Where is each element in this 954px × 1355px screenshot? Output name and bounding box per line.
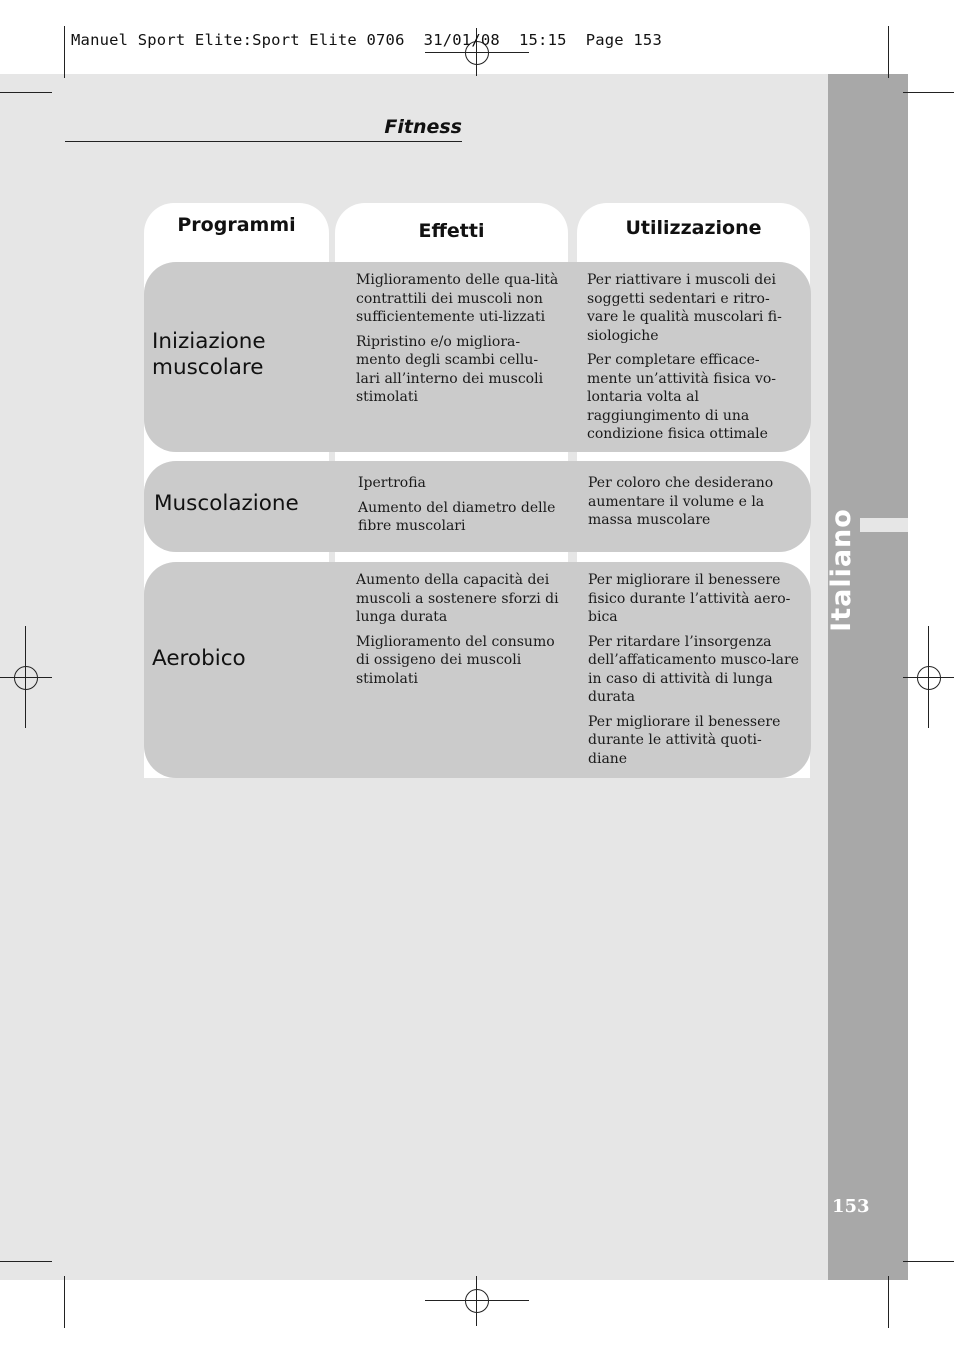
uses-cell: [588, 571, 800, 774]
header-effects: Effetti: [418, 220, 485, 242]
page-number: 153: [832, 1196, 870, 1217]
effect-text: Aumento della capacità dei muscoli a sostenere sforzi di lunga durata: [356, 572, 559, 625]
crop-mark: [64, 26, 65, 78]
use-text: Per migliorare il benessere fisico durante l’attività aero-bica: [588, 572, 791, 625]
registration-circle: [917, 666, 941, 690]
use-text: Per riattivare i muscoli dei soggetti sedentari e ritro-vare le qualità muscolari fi-siologiche: [587, 272, 782, 344]
registration-circle: [465, 1289, 489, 1313]
use-text: Per coloro che desiderano aumentare il volume e la massa muscolare: [588, 475, 774, 528]
program-name: Iniziazione muscolare: [152, 329, 266, 380]
section-title-rule: [65, 141, 462, 142]
crop-mark: [903, 1261, 954, 1262]
program-name: Aerobico: [152, 646, 246, 671]
effect-text: Miglioramento delle qua-lità contrattili dei muscoli non sufficientemente uti-lizzati: [356, 272, 559, 325]
uses-cell: [588, 474, 798, 536]
effect-text: Ipertrofia: [358, 475, 426, 491]
header-uses: Utilizzazione: [625, 217, 762, 239]
registration-circle: [14, 666, 38, 690]
language-side-tab: [828, 74, 908, 1280]
use-text: Per migliorare il benessere durante le attività quoti-diane: [588, 713, 781, 767]
column-gap: [568, 552, 577, 562]
column-gap: [329, 452, 335, 461]
section-title: Fitness: [384, 116, 462, 138]
effects-cell: [356, 271, 561, 413]
print-slug: Manuel Sport Elite:Sport Elite 0706 31/01/08 15:15 Page 153: [71, 31, 662, 49]
crop-mark: [888, 26, 889, 78]
column-gap: [568, 452, 577, 461]
side-language-label: Italiano: [826, 508, 857, 632]
crop-mark: [888, 1276, 889, 1328]
crop-mark: [0, 1261, 52, 1262]
effects-cell: [356, 571, 566, 694]
effect-text: Aumento del diametro delle fibre muscolari: [358, 499, 556, 534]
crop-mark: [0, 92, 52, 93]
effect-text: Miglioramento del consumo di ossigeno dei muscoli stimolati: [356, 633, 555, 687]
side-tab-notch: [860, 518, 908, 532]
header-programs: Programmi: [177, 214, 296, 236]
use-text: Per completare efficace-mente un’attività fisica vo-lontaria volta al raggiungimento di una condizione fisica ottimale: [587, 352, 777, 442]
effect-text: Ripristino e/o migliora-mento degli scambi cellu-lari all’interno dei muscoli stimolati: [356, 333, 544, 405]
crop-mark: [64, 1276, 65, 1328]
column-gap: [329, 552, 335, 562]
program-name: Muscolazione: [154, 491, 299, 516]
effects-cell: [358, 474, 558, 542]
uses-cell: [587, 271, 797, 450]
crop-mark: [903, 92, 954, 93]
use-text: Per ritardare l’insorgenza dell’affaticamento musco-lare in caso di attività di lunga durata: [588, 633, 799, 705]
